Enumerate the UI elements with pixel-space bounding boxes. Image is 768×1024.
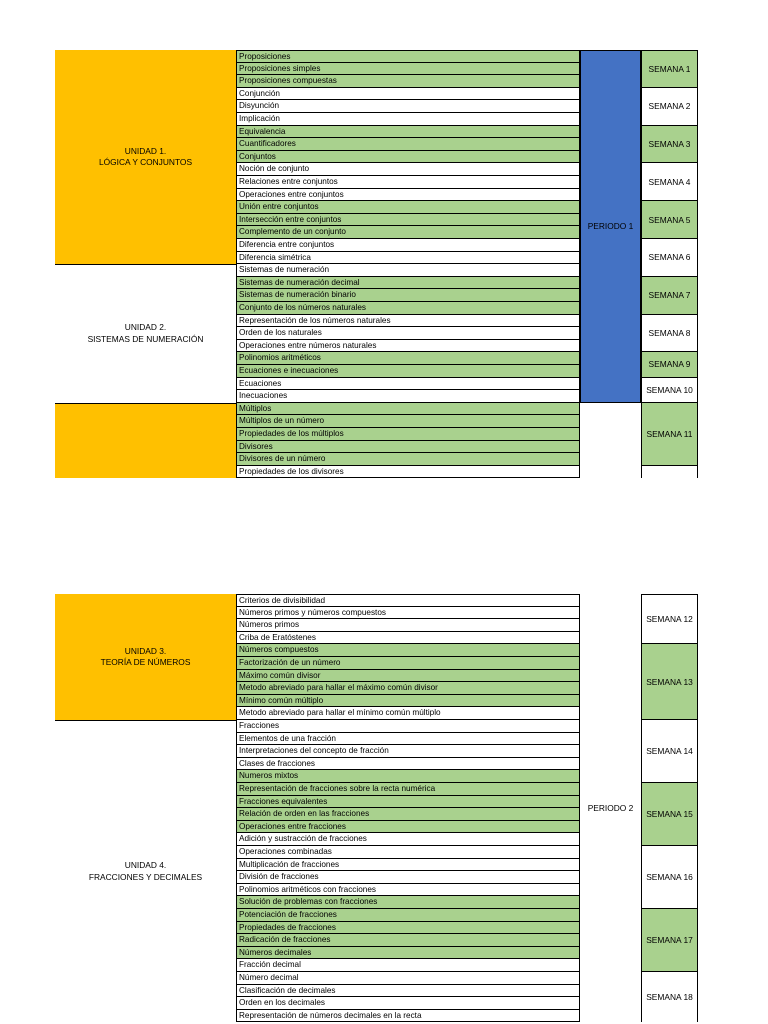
- period-cell: PERIODO 1: [580, 50, 641, 403]
- unit-cell: UNIDAD 2. SISTEMAS DE NUMERACIÓN: [55, 264, 236, 403]
- topic-row: Ecuaciones e inecuaciones: [236, 365, 580, 378]
- topic-row: Unión entre conjuntos: [236, 201, 580, 214]
- topic-row: Proposiciones compuestas: [236, 75, 580, 88]
- topic-row: Orden de los naturales: [236, 327, 580, 340]
- topic-row: Polinomios aritméticos: [236, 352, 580, 365]
- period-cell: PERIODO 2: [587, 803, 634, 814]
- topic-row: Mínimo común múltiplo: [236, 695, 580, 708]
- topic-row: Fracciones: [236, 720, 580, 733]
- topic-row: Factorización de un número: [236, 657, 580, 670]
- topic-row: Relación de orden en las fracciones: [236, 808, 580, 821]
- topic-row: Radicación de fracciones: [236, 934, 580, 947]
- topic-row: Números primos: [236, 619, 580, 632]
- topic-row: Proposiciones: [236, 50, 580, 63]
- week-cell: SEMANA 4: [641, 163, 698, 201]
- topic-row: Metodo abreviado para hallar el máximo común divisor: [236, 682, 580, 695]
- topic-row: Criterios de divisibilidad: [236, 594, 580, 607]
- topic-row: Representación de los números naturales: [236, 315, 580, 328]
- week-cell: SEMANA 13: [641, 644, 698, 720]
- topic-row: Fracciones equivalentes: [236, 796, 580, 809]
- topic-row: Múltiplos de un número: [236, 415, 580, 428]
- topic-row: Fracción decimal: [236, 959, 580, 972]
- topic-row: Relaciones entre conjuntos: [236, 176, 580, 189]
- week-cell: SEMANA 3: [641, 126, 698, 164]
- topic-row: Clasificación de decimales: [236, 985, 580, 998]
- week-cell: SEMANA 5: [641, 201, 698, 239]
- topic-row: Propiedades de los múltiplos: [236, 428, 580, 441]
- topic-row: Clases de fracciones: [236, 758, 580, 771]
- topic-row: Sistemas de numeración decimal: [236, 277, 580, 290]
- topic-row: Conjunto de los números naturales: [236, 302, 580, 315]
- topic-row: Complemento de un conjunto: [236, 226, 580, 239]
- topic-row: Divisores: [236, 441, 580, 454]
- topic-row: Implicación: [236, 113, 580, 126]
- week-cell: SEMANA 10: [641, 378, 698, 403]
- topic-row: Diferencia entre conjuntos: [236, 239, 580, 252]
- week-cell: SEMANA 18: [641, 972, 698, 1022]
- week-cell: SEMANA 9: [641, 352, 698, 377]
- week-cell: SEMANA 14: [641, 720, 698, 783]
- period-cell: [580, 403, 641, 479]
- topic-row: Multiplicación de fracciones: [236, 859, 580, 872]
- topic-row: Conjuntos: [236, 151, 580, 164]
- unit-cell: UNIDAD 4. FRACCIONES Y DECIMALES: [55, 720, 236, 1022]
- week-cell: SEMANA 12: [641, 594, 698, 644]
- topic-row: Interpretaciones del concepto de fracción: [236, 745, 580, 758]
- topic-row: Metodo abreviado para hallar el mínimo común múltiplo: [236, 707, 580, 720]
- topic-row: Operaciones entre fracciones: [236, 821, 580, 834]
- topic-row: Numeros mixtos: [236, 770, 580, 783]
- week-cell: SEMANA 17: [641, 909, 698, 972]
- topic-row: Inecuaciones: [236, 390, 580, 403]
- topic-row: Adición y sustracción de fracciones: [236, 833, 580, 846]
- topic-row: Números decimales: [236, 947, 580, 960]
- week-cell: SEMANA 6: [641, 239, 698, 277]
- topic-row: Operaciones entre conjuntos: [236, 189, 580, 202]
- topic-row: Operaciones combinadas: [236, 846, 580, 859]
- topic-row: Proposiciones simples: [236, 63, 580, 76]
- topic-row: Conjunción: [236, 88, 580, 101]
- topic-row: Equivalencia: [236, 126, 580, 139]
- week-cell: SEMANA 8: [641, 315, 698, 353]
- topic-row: Potenciación de fracciones: [236, 909, 580, 922]
- topic-row: Cuantificadores: [236, 138, 580, 151]
- topic-row: Criba de Eratóstenes: [236, 632, 580, 645]
- topic-row: Representación de fracciones sobre la recta numérica: [236, 783, 580, 796]
- topic-row: Representación de números decimales en la recta: [236, 1010, 580, 1023]
- topic-row: Diferencia simétrica: [236, 252, 580, 265]
- topic-row: Solución de problemas con fracciones: [236, 896, 580, 909]
- week-cell: SEMANA 1: [641, 50, 698, 88]
- unit-cell: UNIDAD 3. TEORÍA DE NÚMEROS: [55, 594, 236, 720]
- topic-row: Polinomios aritméticos con fracciones: [236, 884, 580, 897]
- unit-cell: [55, 403, 236, 479]
- week-cell: SEMANA 11: [641, 403, 698, 466]
- topic-row: Intersección entre conjuntos: [236, 214, 580, 227]
- topic-row: Elementos de una fracción: [236, 733, 580, 746]
- topic-row: Múltiplos: [236, 403, 580, 416]
- topic-row: Número decimal: [236, 972, 580, 985]
- topic-row: División de fracciones: [236, 871, 580, 884]
- topic-row: Operaciones entre números naturales: [236, 340, 580, 353]
- topic-row: Noción de conjunto: [236, 163, 580, 176]
- unit-cell: UNIDAD 1. LÓGICA Y CONJUNTOS: [55, 50, 236, 264]
- week-cell: [641, 466, 698, 479]
- topic-row: Números compuestos: [236, 644, 580, 657]
- topic-row: Máximo común divisor: [236, 670, 580, 683]
- topic-row: Propiedades de los divisores: [236, 466, 580, 479]
- week-cell: SEMANA 7: [641, 277, 698, 315]
- topic-row: Divisores de un número: [236, 453, 580, 466]
- topic-row: Sistemas de numeración binario: [236, 289, 580, 302]
- week-cell: SEMANA 16: [641, 846, 698, 909]
- topic-row: Ecuaciones: [236, 378, 580, 391]
- topic-row: Disyunción: [236, 100, 580, 113]
- topic-row: Propiedades de fracciones: [236, 922, 580, 935]
- topic-row: Números primos y números compuestos: [236, 607, 580, 620]
- week-cell: SEMANA 15: [641, 783, 698, 846]
- topic-row: Orden en los decimales: [236, 997, 580, 1010]
- topic-row: Sistemas de numeración: [236, 264, 580, 277]
- week-cell: SEMANA 2: [641, 88, 698, 126]
